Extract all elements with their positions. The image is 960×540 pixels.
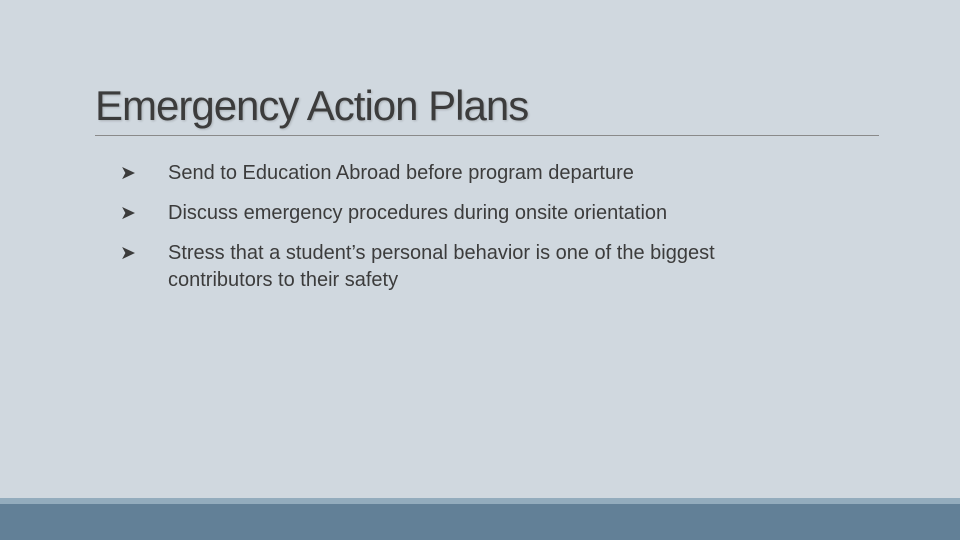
arrowhead-bullet-icon: ➤ xyxy=(120,243,136,264)
bullet-item xyxy=(120,160,810,187)
bullet-list xyxy=(120,160,810,307)
bullet-item xyxy=(120,240,810,294)
arrowhead-bullet-icon: ➤ xyxy=(120,163,136,184)
bullet-item xyxy=(120,200,810,227)
footer-band xyxy=(0,504,960,540)
slide-title: Emergency Action Plans xyxy=(95,82,529,129)
arrowhead-bullet-icon: ➤ xyxy=(120,203,136,224)
bullet-text: Stress that a student’s personal behavior is one of the biggest contributors to their safety xyxy=(168,242,715,291)
title-divider xyxy=(95,135,879,136)
bullet-text: Send to Education Abroad before program departure xyxy=(168,162,634,184)
bullet-text: Discuss emergency procedures during onsite orientation xyxy=(168,202,668,224)
